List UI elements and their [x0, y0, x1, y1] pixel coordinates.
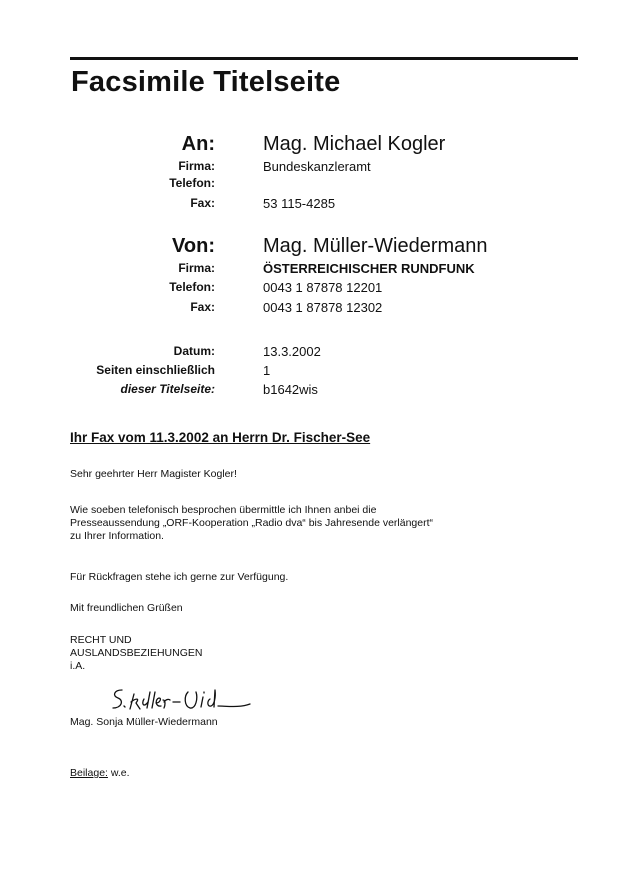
message-line: Presseaussendung „ORF-Kooperation „Radio dva“ bis Jahresende verlängert“ [70, 517, 434, 529]
recipient-fax: 53 115-4285 [263, 196, 336, 211]
recipient-label: An: [181, 133, 215, 155]
message-line: Wie soeben telefonisch besprochen übermittle ich Ihnen anbei die [70, 504, 377, 516]
pages-label: Seiten einschließlich [96, 363, 215, 377]
salutation-text: Sehr geehrter Herr Magister Kogler! [70, 468, 237, 480]
department-line: RECHT UND [70, 634, 132, 646]
recipient-company-label: Firma: [178, 159, 215, 173]
reference-value: b1642wis [263, 382, 318, 397]
followup-text: Für Rückfragen stehe ich gerne zur Verfügung. [70, 571, 289, 583]
date-label: Datum: [173, 344, 215, 358]
page-title: Facsimile Titelseite [71, 66, 341, 98]
pages-label-cont: dieser Titelseite: [120, 382, 215, 396]
recipient-company: Bundeskanzleramt [263, 159, 371, 174]
recipient-fax-label: Fax: [190, 196, 215, 210]
department-line: AUSLANDSBEZIEHUNGEN [70, 647, 203, 659]
followup-paragraph [70, 571, 590, 584]
sender-fax: 0043 1 87878 12302 [263, 300, 383, 315]
recipient-phone-label: Telefon: [169, 176, 215, 190]
closing-text: Mit freundlichen Grüßen [70, 602, 183, 614]
sender-label: Von: [172, 235, 215, 257]
title-rule [70, 57, 578, 60]
signer-block [70, 716, 590, 729]
message-line: zu Ihrer Information. [70, 530, 164, 542]
attachment-value: w.e. [107, 767, 130, 779]
department-line: i.A. [70, 660, 86, 672]
date-value: 13.3.2002 [263, 344, 321, 359]
sender-phone: 0043 1 87878 12201 [263, 280, 383, 295]
sender-fax-label: Fax: [190, 300, 215, 314]
signer-name: Mag. Sonja Müller-Wiedermann [70, 716, 218, 728]
handwritten-signature [100, 682, 290, 716]
message-paragraph [70, 504, 590, 543]
sender-company: ÖSTERREICHISCHER RUNDFUNK [263, 261, 475, 276]
subject-line: Ihr Fax vom 11.3.2002 an Herrn Dr. Fischer-See [70, 430, 371, 445]
recipient-name: Mag. Michael Kogler [263, 133, 446, 155]
salutation [70, 468, 590, 481]
pages-value: 1 [263, 363, 271, 378]
department-block [70, 634, 590, 673]
sender-company-label: Firma: [178, 261, 215, 275]
attachment-line [70, 767, 130, 779]
sender-phone-label: Telefon: [169, 280, 215, 294]
sender-name: Mag. Müller-Wiedermann [263, 235, 488, 257]
attachment-label: Beilage: [70, 767, 108, 779]
closing-paragraph [70, 602, 590, 615]
